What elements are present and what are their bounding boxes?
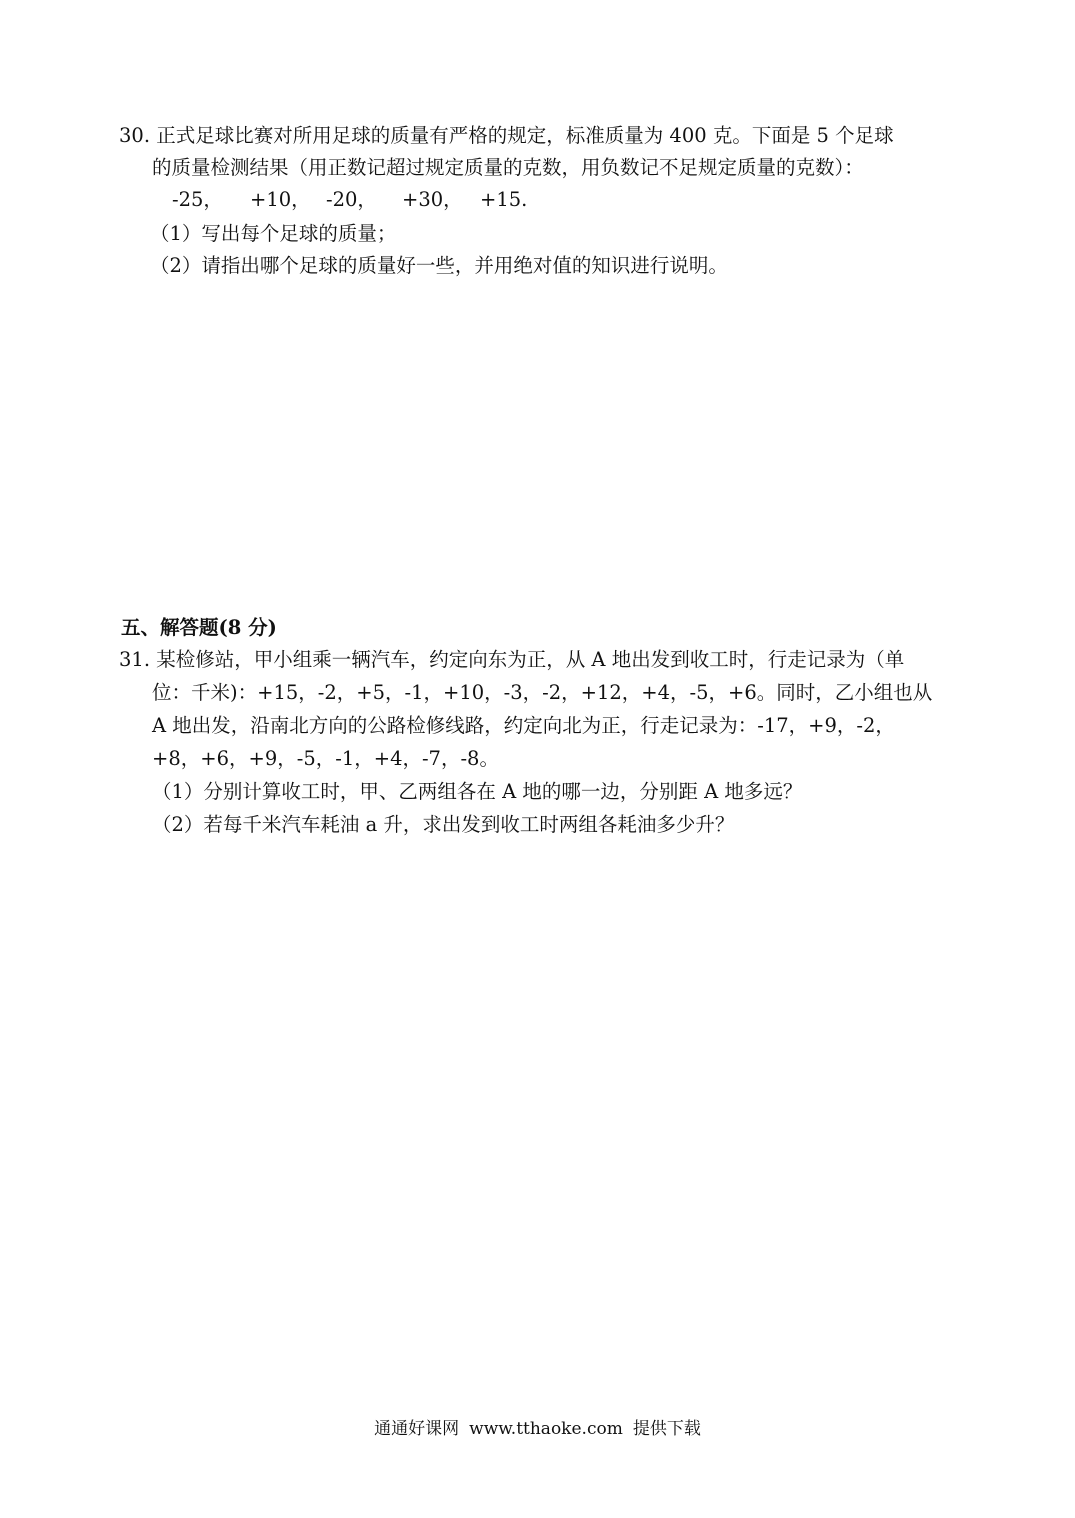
footer-url-link[interactable]: www.tthaoke.com bbox=[469, 1419, 623, 1439]
q30-part-2: （2）请指出哪个足球的质量好一些，并用绝对值的知识进行说明。 bbox=[150, 254, 728, 277]
q30-value-1: -25， bbox=[172, 188, 223, 211]
page-footer bbox=[0, 1418, 1075, 1440]
q31-line-2: 位：千米)：+15，-2，+5，-1，+10，-3，-2，+12，+4，-5，+6。同时，乙小组也从 bbox=[152, 681, 933, 704]
q30-line-1: 30. 正式足球比赛对所用足球的质量有严格的规定，标准质量为 400 克。下面是 5 个足球 bbox=[119, 124, 894, 147]
q30-values-row bbox=[0, 188, 1075, 212]
q30-value-3: -20， bbox=[326, 188, 377, 211]
q31-line-3: A 地出发，沿南北方向的公路检修线路，约定向北为正，行走记录为：-17，+9，-2， bbox=[152, 714, 895, 737]
q30-value-5: +15. bbox=[480, 188, 528, 211]
section-title: 五、解答题(8 分) bbox=[121, 616, 277, 639]
q31-line-4: +8，+6，+9，-5，-1，+4，-7，-8。 bbox=[152, 747, 499, 770]
q30-value-4: +30， bbox=[402, 188, 463, 211]
q30-part-1: （1）写出每个足球的质量； bbox=[150, 222, 397, 245]
q31-part-2: （2）若每千米汽车耗油 a 升，求出发到收工时两组各耗油多少升？ bbox=[152, 813, 735, 836]
q30-line-2: 的质量检测结果（用正数记超过规定质量的克数，用负数记不足规定质量的克数）： bbox=[152, 156, 864, 179]
q31-line-1: 31. 某检修站，甲小组乘一辆汽车，约定向东为正，从 A 地出发到收工时，行走记录为（单 bbox=[119, 648, 905, 671]
q31-part-1: （1）分别计算收工时，甲、乙两组各在 A 地的哪一边，分别距 A 地多远？ bbox=[152, 780, 803, 803]
q30-value-2: +10， bbox=[250, 188, 311, 211]
footer-site-name: 通通好课网 bbox=[374, 1419, 460, 1439]
footer-suffix: 提供下载 bbox=[632, 1419, 701, 1439]
